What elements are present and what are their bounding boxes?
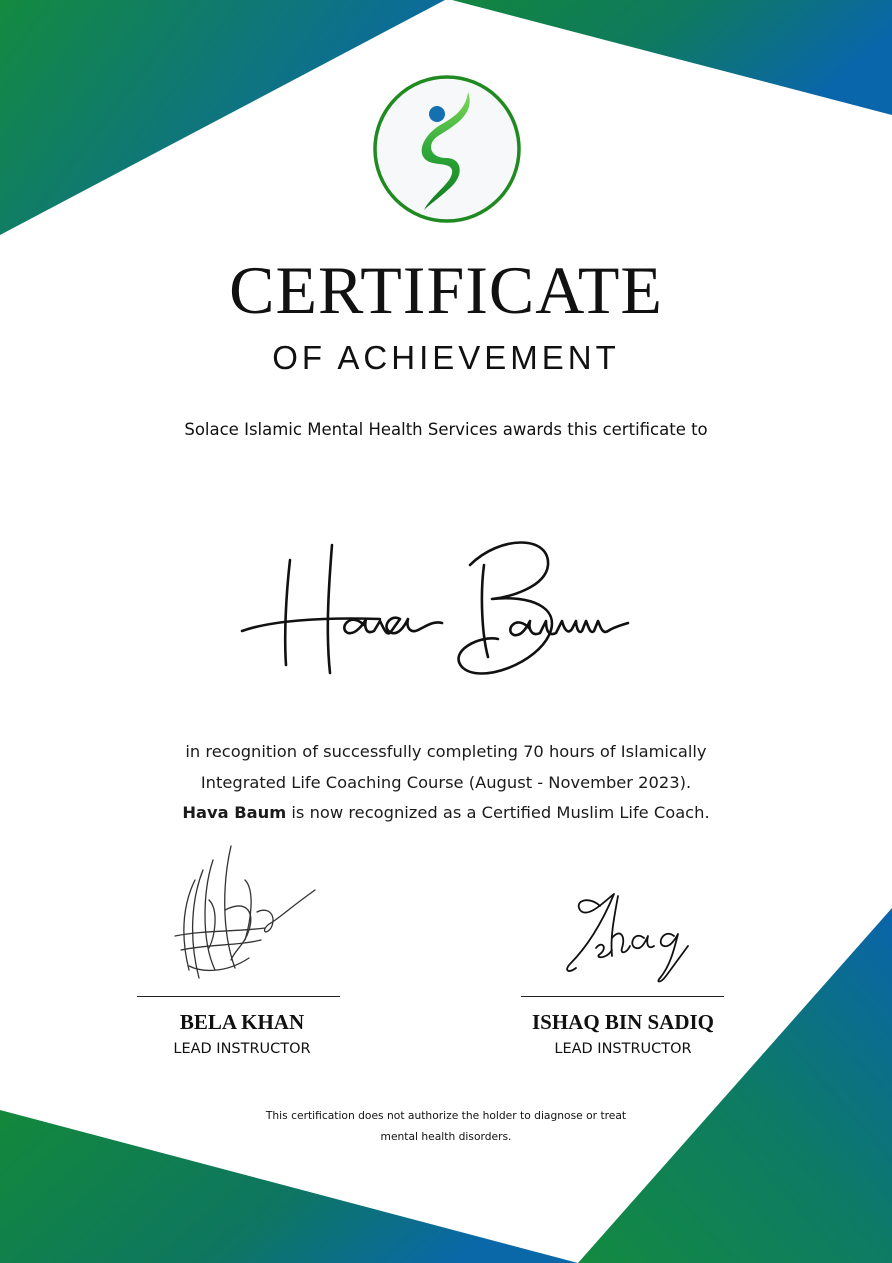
disclaimer bbox=[196, 1105, 696, 1147]
recipient-name-signature bbox=[230, 525, 670, 695]
awards-line: Solace Islamic Mental Health Services awards this certificate to bbox=[184, 420, 708, 439]
disclaimer-line-1: This certification does not authorize the holder to diagnose or treat bbox=[265, 1109, 627, 1122]
recipient-name-bold: Hava Baum bbox=[182, 803, 287, 822]
bela-khan-signature bbox=[165, 840, 325, 990]
certificate-title: CERTIFICATE bbox=[229, 252, 663, 328]
signer-role-left: LEAD INSTRUCTOR bbox=[173, 1041, 311, 1057]
solace-logo-icon bbox=[372, 74, 522, 224]
ishaq-signature bbox=[560, 888, 700, 988]
signer-name-left: BELA KHAN bbox=[179, 1010, 305, 1034]
signer-name-right: ISHAQ BIN SADIQ bbox=[531, 1010, 715, 1034]
disclaimer-line-2: mental health disorders. bbox=[380, 1130, 512, 1143]
signature-line-left bbox=[137, 996, 340, 997]
certificate-subtitle: OF ACHIEVEMENT bbox=[272, 339, 620, 376]
recognition-line-3 bbox=[100, 798, 792, 829]
recognition-line-2: Integrated Life Coaching Course (August - November 2023). bbox=[200, 772, 692, 792]
recognition-text bbox=[100, 737, 792, 829]
signature-line-right bbox=[521, 996, 724, 997]
recognition-line-3-rest: is now recognized as a Certified Muslim Life Coach. bbox=[286, 803, 710, 822]
recognition-line-1: in recognition of successfully completing 70 hours of Islamically bbox=[185, 742, 707, 761]
signer-role-right: LEAD INSTRUCTOR bbox=[554, 1041, 692, 1057]
